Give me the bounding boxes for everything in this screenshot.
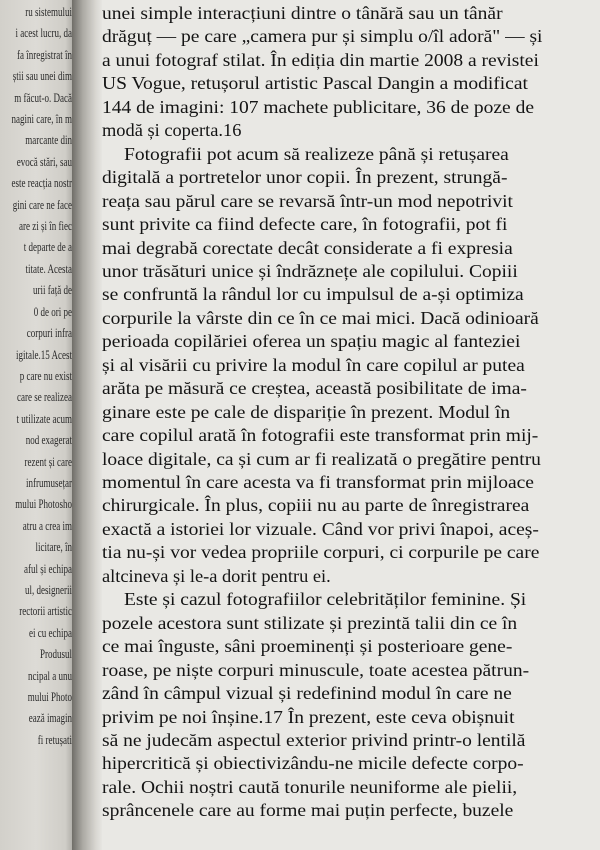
body-line: altcineva și le-a dorit pentru ei. [102,565,331,586]
left-page-fragment: ează imagin [28,711,72,726]
body-line: tia nu-și vor vedea propriile corpuri, ci corpurile pe care [102,542,540,563]
body-line: hipercritică și obiectivizându-ne micile defecte corpo- [102,753,524,774]
left-page-fragment: fi retușati [37,732,72,747]
left-page-fragment: gini care ne face [12,197,72,212]
left-page-fragment: nod exagerat [25,433,72,448]
left-page-fragment: titate. Acesta [25,261,72,276]
left-page-fragment: 0 de ori pe [33,304,72,319]
left-page-fragment: aful și echipa [24,561,72,576]
left-page-fragment: igitale.15 Acest [16,347,72,362]
body-line: drăguț — pe care „camera pur și simplu o/îl adoră" — și [102,26,543,47]
body-line: unor trăsături unice și îndrăznețe ale copilului. Copiii [102,260,518,281]
body-line: zând în câmpul vizual și redefinind modul în care ne [102,683,512,704]
left-page-fragment: m făcut-o. Dacă [14,90,72,105]
left-page-fragment: p care nu exist [19,368,72,383]
left-page-fragment: ncipal a unu [28,668,72,683]
body-line: ginare este pe cale de dispariție în prezent. Modul în [102,401,511,422]
left-page-fragment: evocă stări, sau [16,154,72,169]
body-line: sprâncenele care au forme mai puțin perfecte, buzele [102,800,514,821]
left-page-fragment: mului Photo [27,690,72,704]
left-page-fragment: care se realizea [17,390,72,405]
body-line: exactă a istoriei lor vizuale. Când vor privi înapoi, aceș- [102,518,539,539]
body-line: arăta pe măsură ce creștea, această posibilitate de ima- [102,378,527,399]
book-gutter [72,0,102,850]
left-page-fragment: corpuri infra [26,326,72,341]
body-line: mai degrabă corectate decât considerate a fi expresia [102,237,513,258]
body-line: să ne judecăm aspectul exterior privind printr-o lentilă [102,729,526,750]
body-line: Fotografii pot acum să realizeze până și retușarea [124,143,509,164]
body-line: modă și coperta.16 [102,120,242,141]
body-line: a unui fotograf stilat. În ediția din martie 2008 a revistei [102,49,539,70]
left-page-fragment: t utilizate acum [16,411,72,426]
body-line: reața sau părul care se revarsă într-un mod nepotrivit [102,190,513,211]
body-line: rale. Ochii noștri caută tonurile neuniforme ale pielii, [102,776,518,797]
body-line: roase, pe niște corpuri minuscule, toate acestea pătrun- [102,659,530,680]
body-line: pozele acestora sunt stilizate și prezintă talii din ce în [102,612,518,633]
left-page-fragment: atru a crea im [22,518,72,533]
left-page-fragment: rezent și care [24,454,72,469]
body-line: perioada copilăriei oferea un spațiu magic al fanteziei [102,331,521,352]
left-page-fragment: t departe de a [23,240,72,255]
body-line: privim pe noi înșine.17 În prezent, este ceva obișnuit [102,706,515,727]
body-line: se confruntă la rândul lor cu impulsul de a-și optimiza [102,284,524,305]
left-page-fragment: ul, designerii [25,582,72,597]
left-page-edge [0,0,80,850]
left-page-fragment: ru sistemului [25,5,72,19]
body-line: loace digitale, ca și cum ar fi realizată o pregătire pentru [102,448,541,469]
body-line: ce mai înguste, sâni proeminenți și posterioare gene- [102,636,513,657]
body-line: care copilul arată în fotografii este transformat prin mij- [102,425,539,446]
left-page-fragment: are zi și în fiec [19,219,72,234]
right-page [102,0,600,850]
body-line: digitală a portretelor unor copii. În prezent, strungă- [102,167,508,188]
body-line: Este și cazul fotografiilor celebrităților feminine. Și [124,589,527,610]
body-line: chirurgicale. În plus, copiii nu au parte de înregistrarea [102,495,530,516]
left-page-fragment: mului Photosho [15,497,72,512]
left-page-fragment: urii față de [33,283,72,298]
left-page-fragment: Produsul [39,647,72,662]
left-page-fragment: rectorii artistic [19,604,72,619]
body-line: unei simple interacțiuni dintre o tânără sau un tânăr [102,3,503,23]
left-page-fragment: fa înregistrat în [17,47,72,62]
left-page-fragment: marcante din [25,133,72,148]
left-page-text [0,2,72,751]
left-page-fragment: este reacția nostr [11,176,72,191]
left-page-fragment: licitare, în [35,540,72,555]
body-line: momentul în care acesta va fi transformat prin mijloace [102,472,534,492]
left-page-fragment: știi sau unei dim [12,69,72,84]
body-line: sunt privite ca fiind defecte care, în fotografii, pot fi [102,214,508,235]
left-page-fragment: nagini care, în m [11,112,72,127]
body-line: și al visării cu privire la modul în care copilul ar putea [102,354,525,375]
body-line: 144 de imagini: 107 machete publicitare, 36 de poze de [102,96,534,117]
body-line: US Vogue, retușorul artistic Pascal Dangin a modificat [102,73,528,94]
body-line: corpurile la vârste din ce în ce mai mici. Dacă odinioară [102,307,539,328]
left-page-fragment: ei cu echipa [29,625,72,640]
left-page-fragment: infrumusețar [26,475,72,490]
left-page-fragment: i acest lucru, da [15,26,72,41]
